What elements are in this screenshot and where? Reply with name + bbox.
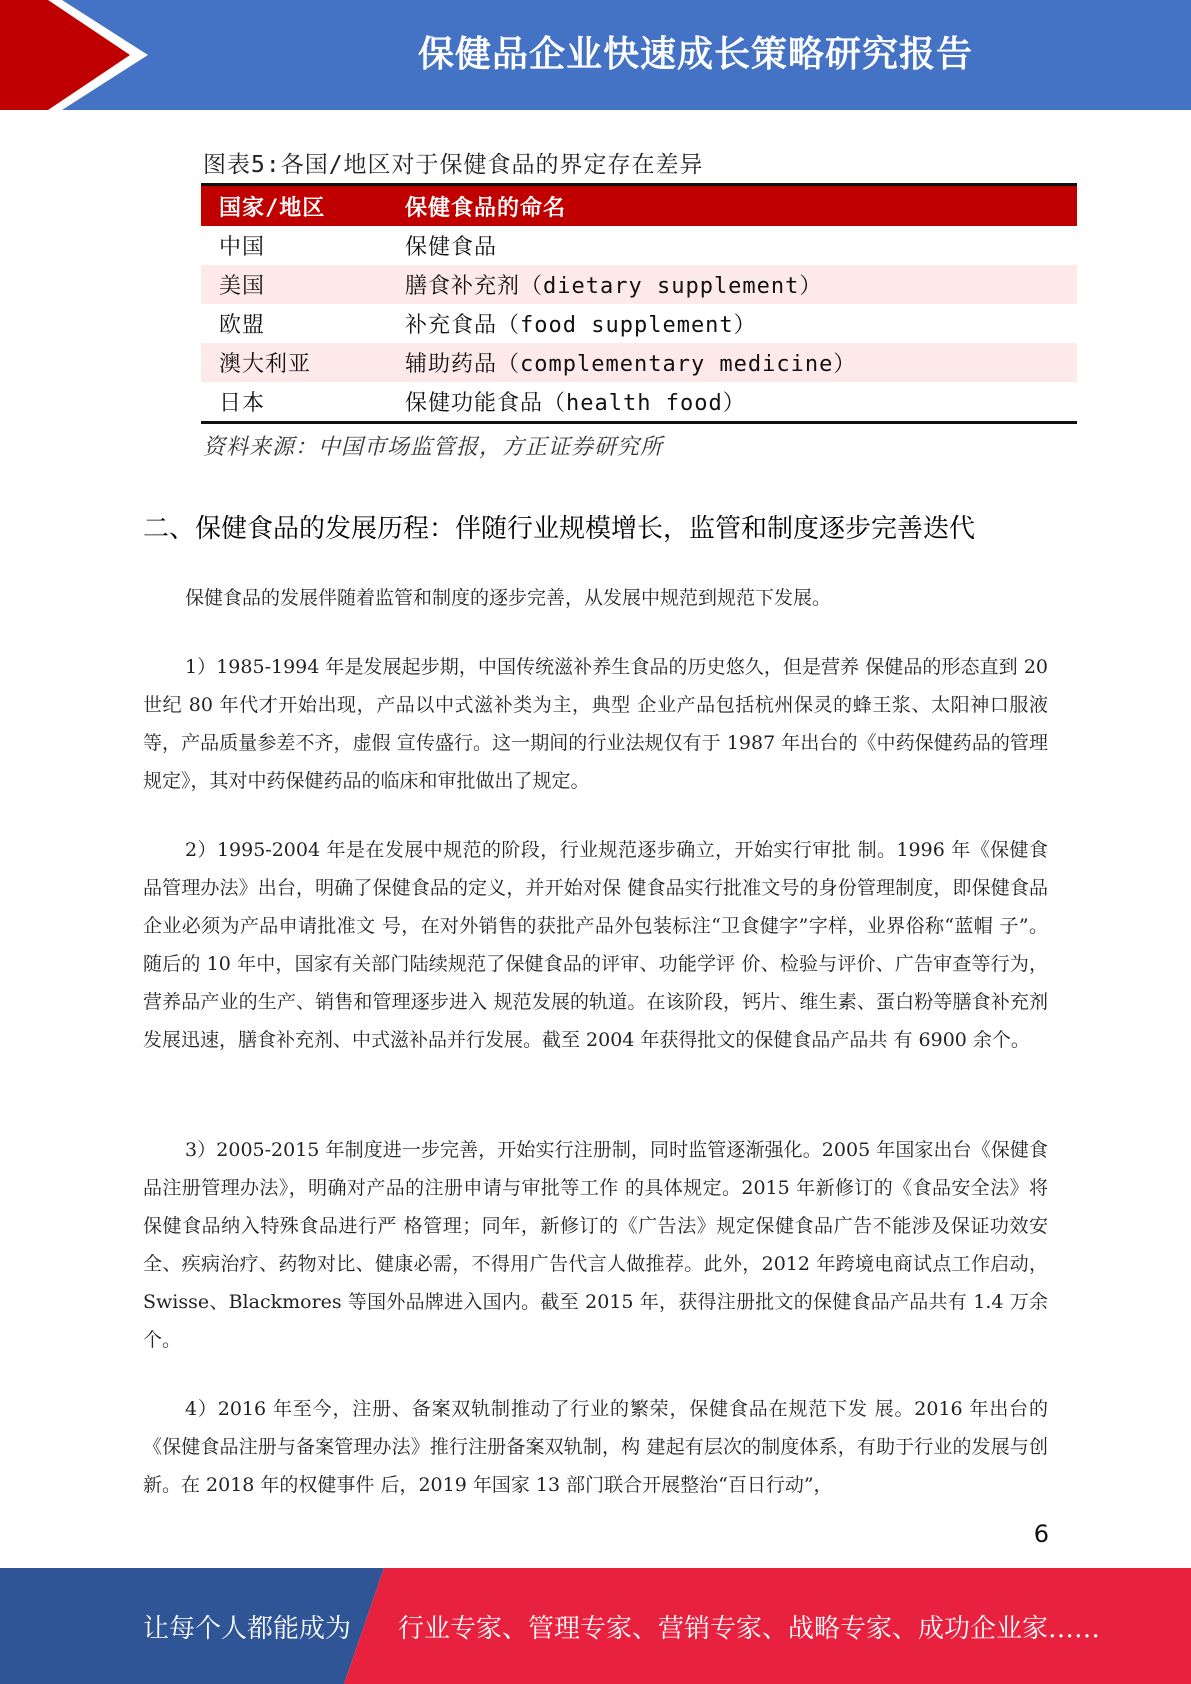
table-cell-region: 日本 <box>201 382 387 423</box>
table-cell-name: 补充食品（food supplement） <box>405 313 757 338</box>
section-heading: 二、保健食品的发展历程：伴随行业规模增长，监管和制度逐步完善迭代 <box>143 514 976 544</box>
table-cell-name: 辅助药品（complementary medicine） <box>387 343 1077 382</box>
table-cell-name: 膳食补充剂（dietary supplement） <box>387 265 1077 304</box>
table-row <box>201 382 1077 423</box>
body-paragraph: 4）2016 年至今，注册、备案双轨制推动了行业的繁荣，保健食品在规范下发 展。2016 年出台的《保健食品注册与备案管理办法》推行注册备案双轨制，构 建起有层次的制度体系，有助于行业的发展与创新。在 2018 年的权健事件 后，2019 年国家 13 部门联合开展整治“百日行动”， <box>143 1398 1048 1496</box>
table-row <box>201 226 1077 265</box>
page-number: 6 <box>1033 1520 1049 1548</box>
table-cell-region: 美国 <box>201 265 387 304</box>
body-paragraph: 保健食品的发展伴随着监管和制度的逐步完善，从发展中规范到规范下发展。 <box>185 587 832 609</box>
table-cell-region: 中国 <box>219 235 266 260</box>
table-cell-name: 保健功能食品（health food） <box>387 382 1077 423</box>
table-header-cell: 国家/地区 <box>201 185 387 227</box>
table-row <box>201 265 1077 304</box>
table-cell-region: 欧盟 <box>219 313 266 338</box>
table-row <box>201 304 1077 343</box>
body-paragraph: 3）2005-2015 年制度进一步完善，开始实行注册制，同时监管逐渐强化。2005 年国家出台《保健食品注册管理办法》，明确对产品的注册申请与审批等工作 的具体规定。2015 年新修订的《食品安全法》将保健食品纳入特殊食品进行严 格管理；同年，新修订的《广告法》规定保健食品广告不能涉及保证功效安 全、疾病治疗、药物对比、健康必需，不得用广告代言人做推荐。此外，2012 年跨境电商试点工作启动，Swisse、Blackmores 等国外品牌进入国内。截至 2015 年，获得注册批文的保健食品产品共有 1.4 万余个。 <box>143 1139 1048 1351</box>
table-cell-name: 保健食品 <box>405 235 498 260</box>
table-header-row <box>201 185 1077 227</box>
definition-table <box>201 183 1077 424</box>
table-header-cell: 保健食品的命名 <box>387 185 1077 227</box>
page-footer <box>0 1568 1191 1684</box>
footer-slogan-right: 行业专家、管理专家、营销专家、战略专家、成功企业家…… <box>398 1614 1101 1644</box>
report-title: 保健品企业快速成长策略研究报告 <box>417 34 973 75</box>
table-caption: 图表5:各国/地区对于保健食品的界定存在差异 <box>203 152 704 178</box>
page-header <box>0 0 1191 110</box>
table-source-note: 资料来源：中国市场监管报，方正证券研究所 <box>203 435 664 460</box>
table-row <box>201 343 1077 382</box>
body-paragraph: 1）1985-1994 年是发展起步期，中国传统滋补养生食品的历史悠久，但是营养 保健品的形态直到 20 世纪 80 年代才开始出现，产品以中式滋补类为主，典型 企业产品包括杭州保灵的蜂王浆、太阳神口服液等，产品质量参差不齐，虚假 宣传盛行。这一期间的行业法规仅有于 1987 年出台的《中药保健药品的管理 规定》，其对中药保健药品的临床和审批做出了规定。 <box>143 656 1048 792</box>
header-arrow-decoration <box>0 0 160 110</box>
footer-slogan-left: 让每个人都能成为 <box>143 1614 352 1644</box>
body-paragraph: 2）1995-2004 年是在发展中规范的阶段，行业规范逐步确立，开始实行审批 制。1996 年《保健食品管理办法》出台，明确了保健食品的定义，并开始对保 健食品实行批准文号的身份管理制度，即保健食品企业必须为产品申请批准文 号，在对外销售的获批产品外包装标注“卫食健字”字样，业界俗称“蓝帽 子”。随后的 10 年中，国家有关部门陆续规范了保健食品的评审、功能学评 价、检验与评价、广告审查等行为，营养品产业的生产、销售和管理逐步进入 规范发展的轨道。在该阶段，钙片、维生素、蛋白粉等膳食补充剂发展迅速，膳食补充剂、中式滋补品并行发展。截至 2004 年获得批文的保健食品产品共 有 6900 余个。 <box>143 839 1048 1051</box>
table-cell-region: 澳大利亚 <box>201 343 387 382</box>
